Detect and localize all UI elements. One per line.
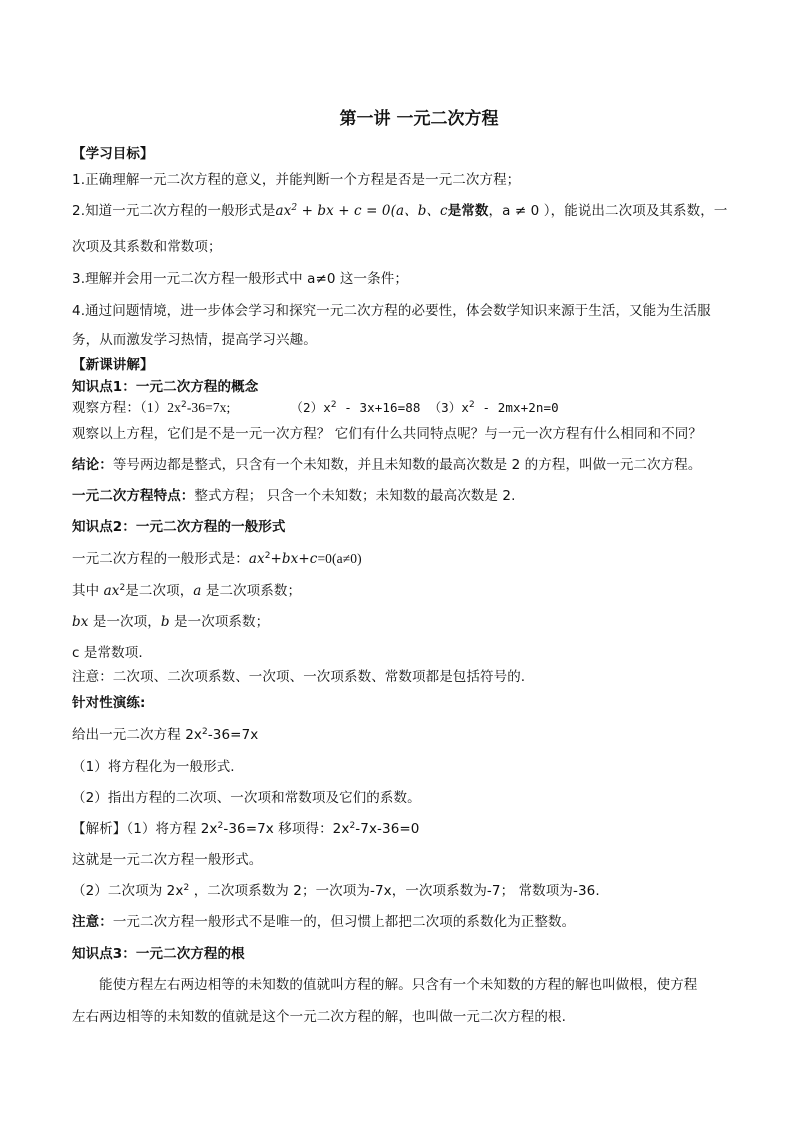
objective-1: 1.正确理解一元二次方程的意义，并能判断一个方程是否是一元二次方程；: [72, 172, 521, 188]
kp1-heading: 知识点1：一元二次方程的概念: [72, 379, 259, 395]
practice-heading: 针对性演练:: [72, 695, 146, 711]
kp2-quadratic-term: 其中 $ax^2$是二次项，a 是二次项系数；: [72, 583, 302, 599]
kp3-paragraph-line2: 左右两边相等的未知数的值就是这个一元二次方程的解，也叫做一元二次方程的根.: [72, 1009, 566, 1025]
objective-4-line1: 4.通过问题情境，进一步体会学习和探究一元二次方程的必要性，体会数学知识来源于生活，又能为生活服: [72, 303, 711, 319]
section-objectives-heading: 【学习目标】: [72, 146, 154, 162]
general-form-formula: ax: [275, 203, 292, 219]
section-new-lesson-heading: 【新课讲解】: [72, 357, 154, 373]
analysis-step-1: 【解析】（1）将方程 $2x^2-36=7x$ 移项得：$2x^2-7x-36=0$: [72, 821, 420, 837]
kp2-linear-term: bx 是一次项，b 是一次项系数；: [72, 614, 270, 630]
page-title: 第一讲 一元二次方程: [339, 109, 499, 129]
practice-given: 给出一元二次方程 $2x^2-36=7x$: [72, 727, 259, 743]
kp1-features: 一元二次方程特点：整式方程； 只含一个未知数；未知数的最高次数是 2.: [72, 488, 516, 504]
analysis-step-2: （2）二次项为 $2x^2$ ，二次项系数为 2；一次项为-7x，一次项系数为-7； 常数项为-36.: [72, 883, 600, 899]
kp1-question: 观察以上方程，它们是不是一元一次方程？ 它们有什么共同特点呢？与一元一次方程有什么相同和不同？: [72, 426, 702, 442]
objective-3: 3.理解并会用一元二次方程一般形式中 a≠0 这一条件；: [72, 271, 408, 287]
practice-task-1: （1）将方程化为一般形式.: [72, 759, 235, 775]
kp2-note-2: 注意：一元二次方程一般形式不是唯一的，但习惯上都把二次项的系数化为正整数。: [72, 914, 576, 930]
objective-2: 2.知道一元二次方程的一般形式是$ax^2$ + bx + c = 0(a、b、c是常数，a ≠ 0 ），能说出二次项及其系数，一: [72, 203, 728, 219]
practice-task-2: （2）指出方程的二次项、一次项和常数项及它们的系数。: [72, 790, 421, 806]
kp3-paragraph-line1: 能使方程左右两边相等的未知数的值就叫方程的解。只含有一个未知数的方程的解也叫做根，使方程: [99, 977, 698, 993]
objective-4-line2: 务，从而激发学习热情，提高学习兴趣。: [72, 332, 317, 348]
kp2-general-form: 一元二次方程的一般形式是：$ax^2+bx+c=0(a\ne 0)$: [72, 551, 362, 567]
kp2-heading: 知识点2：一元二次方程的一般形式: [72, 519, 286, 535]
kp3-heading: 知识点3：一元二次方程的根: [72, 946, 245, 962]
kp1-conclusion: 结论：等号两边都是整式，只含有一个未知数，并且未知数的最高次数是 2 的方程，叫做一元二次方程。: [72, 457, 702, 473]
objective-2-continued: 次项及其系数和常数项；: [72, 239, 222, 255]
kp1-observe-equations: 观察方程：$(1)2x^2-36=7x$; $(2)x^2 - 3x+16=88$ $(3)x^2 - 2mx+2n=0$: [72, 400, 559, 416]
kp2-constant-term: c 是常数项.: [72, 645, 143, 661]
analysis-step-1-note: 这就是一元二次方程一般形式。: [72, 852, 263, 868]
kp2-note: 注意：二次项、二次项系数、一次项、一次项系数、常数项都是包括符号的.: [72, 669, 526, 685]
